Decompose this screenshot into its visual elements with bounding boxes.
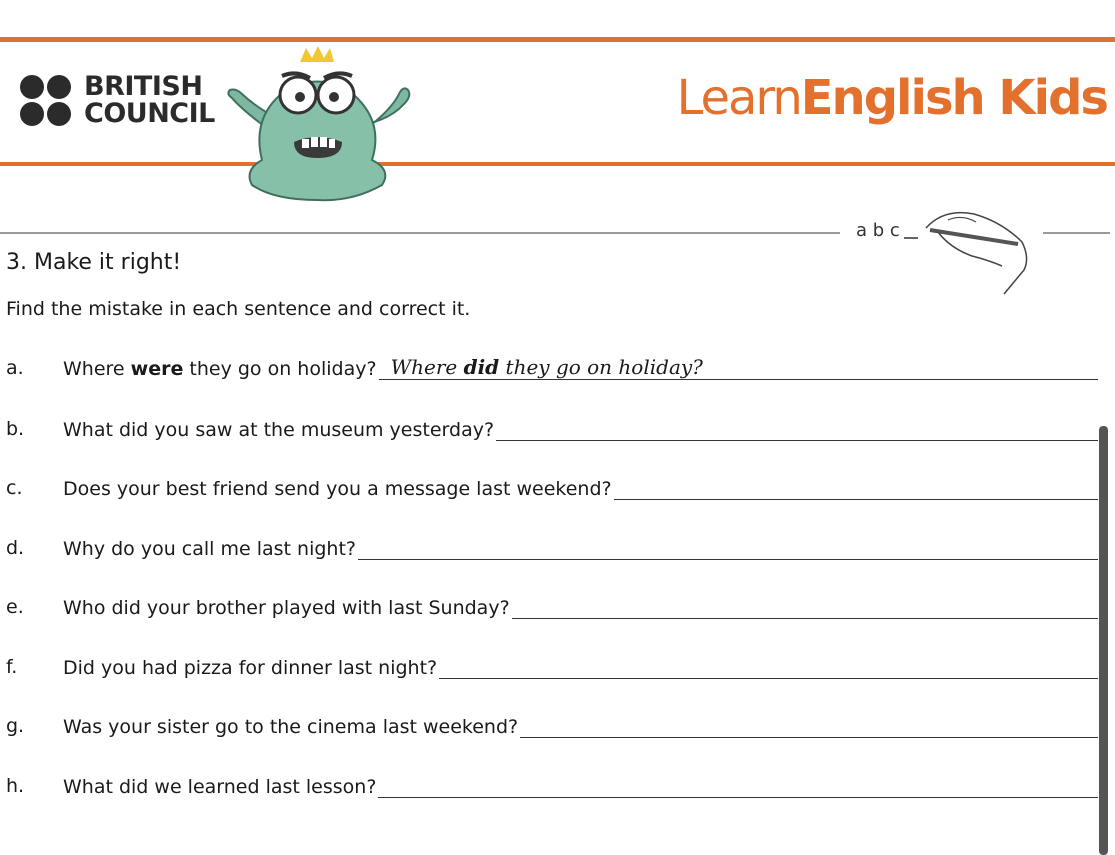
question-text: Who did your brother played with last Sunday? [63, 597, 510, 619]
question-row-h [6, 775, 1098, 809]
answer-line[interactable] [439, 656, 1098, 679]
question-text: Does your best friend send you a message last weekend? [63, 478, 612, 500]
question-letter: g. [6, 715, 25, 737]
question-row-b [6, 418, 1098, 452]
british-council-dots-icon [20, 75, 74, 127]
question-letter: a. [6, 357, 24, 379]
answer-line[interactable] [520, 715, 1098, 738]
answer-line[interactable] [614, 477, 1098, 500]
handwritten-answer: Where did they go on holiday? [390, 355, 703, 379]
british-council-logo [20, 73, 230, 135]
answer-line[interactable] [379, 357, 1098, 380]
question-row-e [6, 596, 1098, 630]
question-text: Was your sister go to the cinema last weekend? [63, 716, 519, 738]
writing-hand-icon [852, 200, 1032, 300]
monster-mascot-icon [202, 40, 432, 205]
question-text: Why do you call me last night? [63, 538, 356, 560]
question-letter: f. [6, 656, 18, 678]
header-top-rule [0, 37, 1115, 42]
instructions: Find the mistake in each sentence and correct it. [6, 298, 471, 320]
answer-line[interactable] [358, 537, 1098, 560]
question-text: Did you had pizza for dinner last night? [63, 657, 438, 679]
scrollbar[interactable] [1099, 426, 1108, 855]
learnenglish-kids-logo [677, 70, 1107, 126]
question-text: Where were they go on holiday? [63, 358, 377, 380]
hand-letters: a b c [856, 220, 900, 241]
question-letter: d. [6, 537, 25, 559]
question-row-g [6, 715, 1098, 749]
question-row-c [6, 477, 1098, 511]
question-text: What did we learned last lesson? [63, 776, 377, 798]
answer-line[interactable] [512, 596, 1098, 619]
logo-english-kids: English Kids [800, 70, 1107, 126]
british-council-line2: COUNCIL [84, 98, 215, 129]
question-text: What did you saw at the museum yesterday? [63, 419, 495, 441]
section-title: 3. Make it right! [6, 250, 182, 275]
question-letter: h. [6, 775, 25, 797]
section-divider-left [0, 232, 840, 234]
question-row-d [6, 537, 1098, 571]
mistake-word: were [130, 358, 184, 380]
answer-line[interactable] [496, 418, 1098, 441]
question-letter: b. [6, 418, 25, 440]
question-row-a [6, 357, 1098, 391]
answer-line[interactable] [378, 775, 1098, 798]
logo-learn: Learn [676, 70, 801, 126]
question-letter: e. [6, 596, 24, 618]
question-letter: c. [6, 477, 23, 499]
question-row-f [6, 656, 1098, 690]
section-divider-right [1043, 232, 1110, 234]
header-bottom-rule [0, 162, 1115, 166]
british-council-line1: BRITISH [84, 71, 203, 102]
